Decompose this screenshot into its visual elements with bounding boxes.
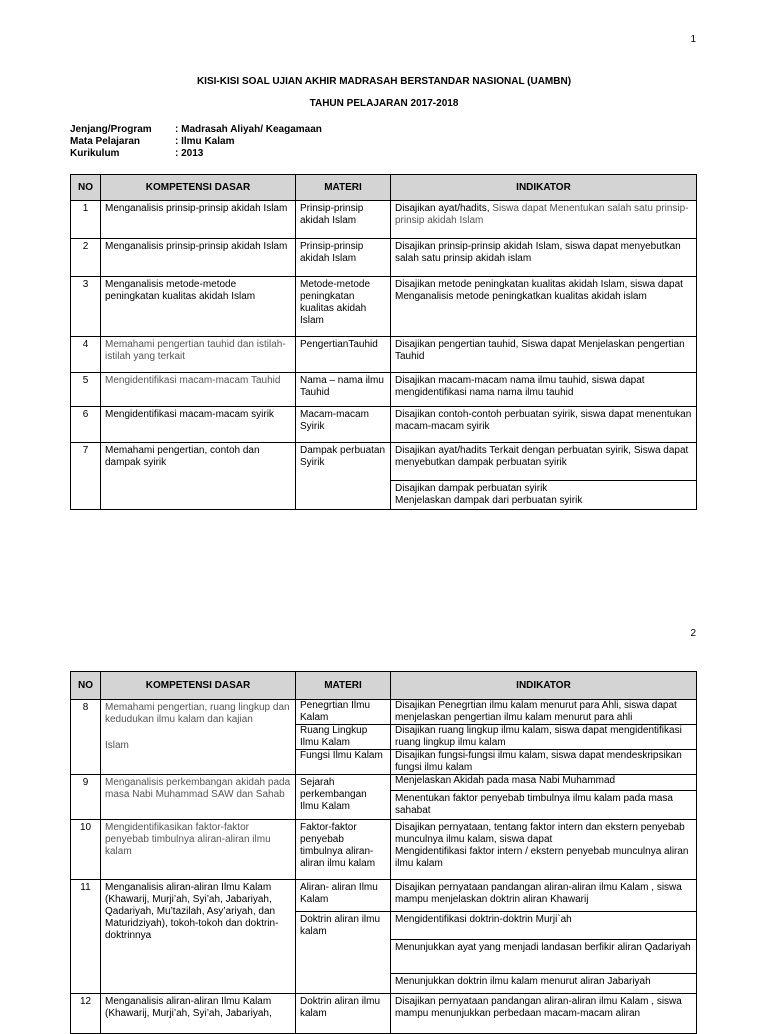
- row-indikator: Disajikan pernyataan pandangan aliran-aliran ilmu Kalam , siswa mampu menjelaskan doktrin aliran Khawarij: [391, 880, 697, 912]
- row-materi: Aliran- aliran Ilmu Kalam: [296, 880, 391, 912]
- table-row: [71, 994, 697, 1034]
- header-indikator: INDIKATOR: [391, 175, 697, 201]
- row-no: 5: [71, 373, 101, 407]
- indikator-line: Mengidentifikasi faktor intern / ekstern penyebab munculnya aliran ilmu kalam: [395, 846, 689, 869]
- table-row: [71, 201, 697, 239]
- row-no: 10: [71, 820, 101, 880]
- header-kompetensi: KOMPETENSI DASAR: [101, 175, 296, 201]
- row-no: 9: [71, 775, 101, 820]
- indikator-line: Menjelaskan dampak dari perbuatan syirik: [395, 495, 583, 506]
- table-row: [71, 239, 697, 277]
- indikator-part: Siswa dapat Menentukan salah satu prinsip-prinsip akidah Islam: [395, 203, 689, 226]
- header-indikator: INDIKATOR: [391, 672, 697, 700]
- row-indikator: Disajikan pengertian tauhid, Siswa dapat Menjelaskan pengertian Tauhid: [391, 337, 697, 373]
- kisi-table-page1: [70, 174, 697, 510]
- spacer: [105, 726, 291, 740]
- row-kompetensi: Menganalisis aliran-aliran Ilmu Kalam (Khawarij, Murji’ah, Syi’ah, Jabariyah, Qadariyah, Mu’tazilah, Asy’ariyah, dan Maturidziyah), tokoh-tokoh dan doktrin-doktrinnya: [101, 880, 296, 994]
- table-row: [71, 337, 697, 373]
- meta-label: Kurikulum: [70, 148, 120, 159]
- row-materi: Doktrin aliran ilmu kalam: [296, 994, 391, 1034]
- header-no: NO: [71, 175, 101, 201]
- meta-value: : Madrasah Aliyah/ Keagamaan: [175, 124, 322, 135]
- meta-value: : 2013: [175, 148, 204, 159]
- row-kompetensi: Mengidentifikasi macam-macam syirik: [101, 407, 296, 443]
- row-indikator: Disajikan Penegrtian ilmu kalam menurut para Ahli, siswa dapat menjelaskan pengertian ilmu kalam menurut para ahli: [391, 700, 697, 725]
- indikator-part: Disajikan ayat/hadits,: [395, 203, 490, 214]
- row-materi: Dampak perbuatan Syirik: [296, 443, 391, 510]
- row-no: 12: [71, 994, 101, 1034]
- row-no: 3: [71, 277, 101, 337]
- row-no: 6: [71, 407, 101, 443]
- row-indikator: Menjelaskan Akidah pada masa Nabi Muhammad: [391, 775, 697, 791]
- row-no: 4: [71, 337, 101, 373]
- meta-block: [70, 124, 322, 160]
- row-no: 8: [71, 700, 101, 775]
- header-kompetensi: KOMPETENSI DASAR: [101, 672, 296, 700]
- row-materi: PengertianTauhid: [296, 337, 391, 373]
- document-title: KISI-KISI SOAL UJIAN AKHIR MADRASAH BERSTANDAR NASIONAL (UAMBN): [196, 76, 572, 87]
- row-kompetensi: [101, 700, 296, 775]
- meta-row: [70, 148, 322, 160]
- row-kompetensi: Menganalisis perkembangan akidah pada masa Nabi Muhammad SAW dan Sahab: [101, 775, 296, 820]
- row-materi: Penegrtian Ilmu Kalam: [296, 700, 391, 725]
- meta-row: [70, 124, 322, 136]
- table-row: [71, 443, 697, 481]
- row-materi: Doktrin aliran ilmu kalam: [296, 912, 391, 994]
- table-row: [71, 373, 697, 407]
- row-indikator: Disajikan fungsi-fungsi ilmu kalam, siswa dapat mendeskripsikan fungsi ilmu kalam: [391, 750, 697, 775]
- row-materi: Prinsip-prinsip akidah Islam: [296, 239, 391, 277]
- row-indikator: Disajikan macam-macam nama ilmu tauhid, siswa dapat mengidentifikasi nama nama ilmu tauhid: [391, 373, 697, 407]
- row-indikator: [391, 201, 697, 239]
- header-materi: MATERI: [296, 672, 391, 700]
- row-indikator: [391, 481, 697, 510]
- row-no: 11: [71, 880, 101, 994]
- table-row: [71, 700, 697, 725]
- row-materi: Macam-macam Syirik: [296, 407, 391, 443]
- row-indikator: Menentukan faktor penyebab timbulnya ilmu kalam pada masa sahabat: [391, 791, 697, 820]
- row-indikator: Disajikan ayat/hadits Terkait dengan perbuatan syirik, Siswa dapat menyebutkan dampak perbuatan syirik: [391, 443, 697, 481]
- row-no: 1: [71, 201, 101, 239]
- row-materi: Sejarah perkembangan Ilmu Kalam: [296, 775, 391, 820]
- row-indikator: Disajikan contoh-contoh perbuatan syirik, siswa dapat menentukan macam-macam syirik: [391, 407, 697, 443]
- row-materi: Fungsi Ilmu Kalam: [296, 750, 391, 775]
- meta-label: Jenjang/Program: [70, 124, 152, 135]
- row-kompetensi: Menganalisis prinsip-prinsip akidah Islam: [101, 201, 296, 239]
- row-materi: Prinsip-prinsip akidah Islam: [296, 201, 391, 239]
- header-no: NO: [71, 672, 101, 700]
- row-indikator: [391, 820, 697, 880]
- row-indikator: Mengidentifikasi doktrin-doktrin Murji`ah: [391, 912, 697, 940]
- meta-value: : Ilmu Kalam: [175, 136, 235, 147]
- kompetensi-line: Islam: [105, 740, 129, 751]
- table-row: [71, 820, 697, 880]
- document-subtitle: TAHUN PELAJARAN 2017-2018: [309, 98, 459, 109]
- table-header-row: [71, 175, 697, 201]
- row-kompetensi: Menganalisis metode-metode peningkatan kualitas akidah Islam: [101, 277, 296, 337]
- page-number: 2: [690, 628, 696, 639]
- row-materi: Faktor-faktor penyebab timbulnya aliran-aliran ilmu kalam: [296, 820, 391, 880]
- table-header-row: [71, 672, 697, 700]
- row-indikator: Menunjukkan doktrin ilmu kalam menurut aliran Jabariyah: [391, 974, 697, 994]
- table-row: [71, 277, 697, 337]
- page-number: 1: [690, 34, 696, 45]
- row-kompetensi: Memahami pengertian, contoh dan dampak syirik: [101, 443, 296, 510]
- table-row: [71, 775, 697, 791]
- kompetensi-line: Memahami pengertian, ruang lingkup dan kedudukan ilmu kalam dan kajian: [105, 702, 290, 725]
- kisi-table-page2: [70, 671, 697, 1034]
- row-materi: Nama – nama ilmu Tauhid: [296, 373, 391, 407]
- row-materi: Metode-metode peningkatan kualitas akidah Islam: [296, 277, 391, 337]
- row-indikator: Menunjukkan ayat yang menjadi landasan berfikir aliran Qadariyah: [391, 940, 697, 974]
- indikator-line: Disajikan dampak perbuatan syirik: [395, 483, 548, 494]
- table-row: [71, 880, 697, 912]
- row-indikator: Disajikan ruang lingkup ilmu kalam, siswa dapat mengidentifikasi ruang lingkup ilmu kalam: [391, 725, 697, 750]
- row-kompetensi: Mengidentifikasikan faktor-faktor penyebab timbulnya aliran-aliran ilmu kalam: [101, 820, 296, 880]
- row-kompetensi: Memahami pengertian tauhid dan istilah-istilah yang terkait: [101, 337, 296, 373]
- meta-label: Mata Pelajaran: [70, 136, 141, 147]
- row-materi: Ruang Lingkup Ilmu Kalam: [296, 725, 391, 750]
- table-row: [71, 407, 697, 443]
- row-kompetensi: Menganalisis aliran-aliran Ilmu Kalam (Khawarij, Murji’ah, Syi’ah, Jabariyah,: [101, 994, 296, 1034]
- row-indikator: Disajikan metode peningkatan kualitas akidah Islam, siswa dapat Menganalisis metode peningkatkan kualitas akidah islam: [391, 277, 697, 337]
- row-no: 7: [71, 443, 101, 510]
- row-no: 2: [71, 239, 101, 277]
- header-materi: MATERI: [296, 175, 391, 201]
- indikator-line: Disajikan pernyataan, tentang faktor intern dan ekstern penyebab munculnya ilmu kalam, siswa dapat: [395, 822, 685, 845]
- row-kompetensi: Menganalisis prinsip-prinsip akidah Islam: [101, 239, 296, 277]
- row-indikator: Disajikan prinsip-prinsip akidah Islam, siswa dapat menyebutkan salah satu prinsip akidah islam: [391, 239, 697, 277]
- meta-row: [70, 136, 322, 148]
- row-indikator: Disajikan pernyataan pandangan aliran-aliran ilmu Kalam , siswa mampu menunjukkan perbedaan macam-macam aliran: [391, 994, 697, 1034]
- row-kompetensi: Mengidentifikasi macam-macam Tauhid: [101, 373, 296, 407]
